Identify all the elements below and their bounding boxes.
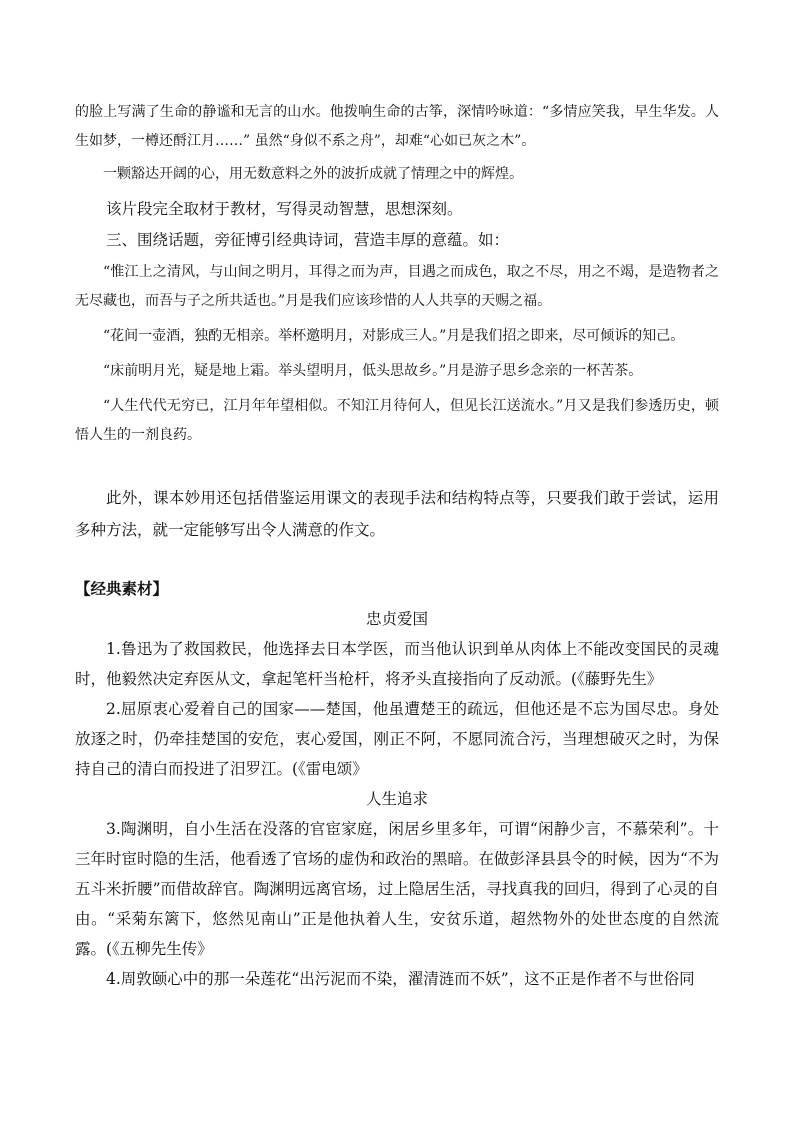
material-item-1: 1.鲁迅为了救国救民，他选择去日本学医，而当他认识到单从肉体上不能改变国民的灵魂时，他毅然决定弃医从文，拿起笔杆当枪杆，将矛头直接指向了反动派。(《藤野先生》 [75,640,719,688]
poem-quote-4: “人生代代无穷已，江月年年望相似。不知江月待何人，但见长江送流水。”月又是我们参透历史，顿悟人生的一剂良药。 [75,398,719,443]
material-item-4: 4.周敦颐心中的那一朵莲花“出污泥而不染，濯清涟而不妖”，这不正是作者不与世俗同 [106,970,695,988]
material-heading: 【经典素材】 [75,579,169,598]
poem-quotes-block [75,258,719,450]
poem-quote-1: “惟江上之清风，与山间之明月，耳得之而为声，目遇之而成色，取之不尽，用之不竭，是造物者之无尽藏也，而吾与子之所共适也。”月是我们应该珍惜的人人共享的天赐之福。 [75,264,719,309]
poem-quote-3: “床前明月光，疑是地上霜。举头望明月，低头思故乡。”月是游子思乡念亲的一杯苦茶。 [103,363,643,379]
subheading-life-pursuit: 人生追求 [365,790,428,808]
subheading-loyalty: 忠贞爱国 [365,610,428,628]
material-item-2: 2.屈原衷心爱着自己的国家——楚国，他虽遭楚王的疏远，但他还是不忘为国尽忠。身处放逐之时，仍牵挂楚国的安危，衷心爱国，刚正不阿，不愿同流合污，当理想破灭之时，为保持自己的清白而投进了汨罗江。(《雷电颂》 [75,700,719,778]
intro-paragraph-2: 一颗豁达开阔的心，用无数意料之外的波折成就了情理之中的辉煌。 [103,166,523,182]
comment-paragraph: 该片段完全取材于教材，写得灵动智慧，思想深刻。 [106,200,463,218]
closing-paragraph: 此外，课本妙用还包括借鉴运用课文的表现手法和结构特点等，只要我们敢于尝试，运用多种方法，就一定能够写出令人满意的作文。 [75,489,719,539]
material-block [75,574,719,994]
section-three-heading: 三、围绕话题，旁征博引经典诗词，营造丰厚的意蕴。如： [106,231,510,249]
poem-quote-2: “花间一壶酒，独酌无相亲。举杯邀明月，对影成三人。”月是我们招之即来，尽可倾诉的知己。 [103,328,685,344]
intro-paragraph-1: 的脸上写满了生命的静谧和无言的山水。他拨响生命的古筝，深情吟咏道：“多情应笑我，早生华发。人生如梦，一樽还酹江月……” 虽然“身似不系之舟”，却难“心如已灰之木”。 [75,104,719,149]
material-item-3: 3.陶渊明，自小生活在没落的官宦家庭，闲居乡里多年，可谓“闲静少言，不慕荣利”。十三年时宦时隐的生活，他看透了官场的虚伪和政治的黑暗。在做彭泽县县令的时候，因为“不为五斗米折腰”而借故辞官。陶渊明远离官场，过上隐居生活，寻找真我的回归，得到了心灵的自由。“采菊东篱下，悠然见南山”正是他执着人生，安贫乐道，超然物外的处世态度的自然流露。(《五柳先生传》 [75,820,719,958]
closing-block [75,482,719,546]
analysis-block [75,195,719,255]
intro-block [75,98,719,189]
